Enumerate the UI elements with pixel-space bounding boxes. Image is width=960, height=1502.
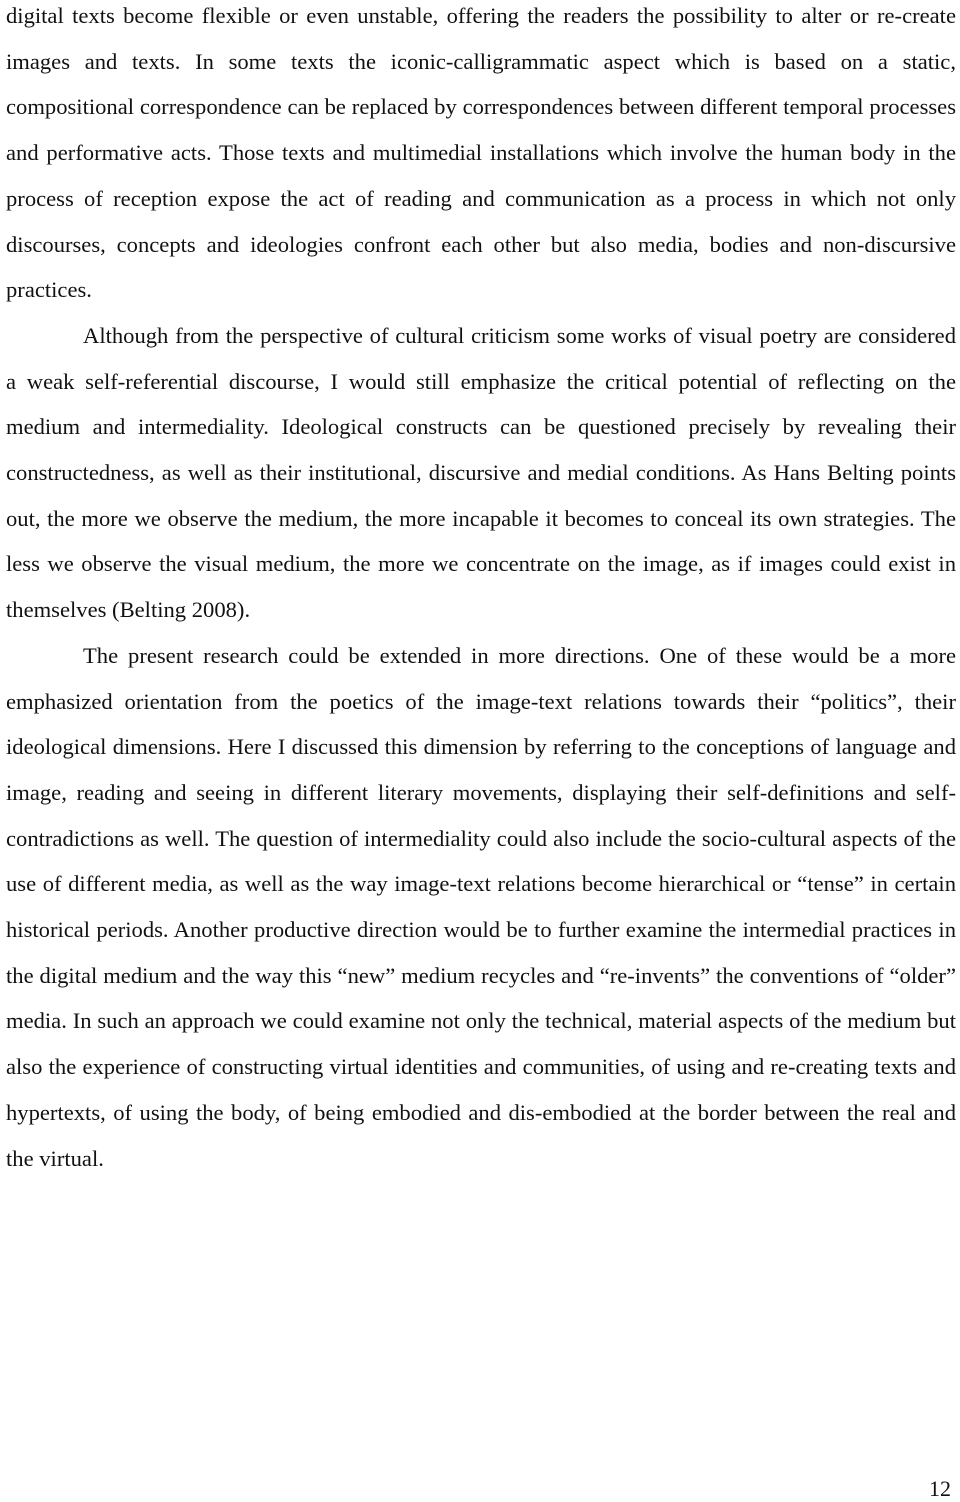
document-page — [6, 0, 956, 1501]
paragraph-future-research: The present research could be extended in more directions. One of these would be a more emphasized orientation from the poetics of the image-text relations towards their “politics”, their ideological dimensions. Here I discussed this dimension by referring to the conceptions of language and image, reading and seeing in different literary movements, displaying their self-definitions and self-contradictions as well. The question of intermediality could also include the socio-cultural aspects of the use of different media, as well as the way image-text relations become hierarchical or “tense” in certain historical periods. Another productive direction would be to further examine the intermedial practices in the digital medium and the way this “new” medium recycles and “re-invents” the conventions of “older” media. In such an approach we could examine not only the technical, material aspects of the medium but also the experience of constructing virtual identities and communities, of using and re-creating texts and hypertexts, of using the body, of being embodied and dis-embodied at the border between the real and the virtual. — [6, 642, 956, 1171]
body-text — [6, 0, 956, 1181]
paragraph-continued: digital texts become flexible or even unstable, offering the readers the possibility to alter or re-create images and texts. In some texts the iconic-calligrammatic aspect which is based on a static, compositional correspondence can be replaced by correspondences between different temporal processes and performative acts. Those texts and multimedial installations which involve the human body in the process of reception expose the act of reading and communication as a process in which not only discourses, concepts and ideologies confront each other but also media, bodies and non-discursive practices. — [6, 3, 956, 303]
paragraph-visual-poetry-critique: Although from the perspective of cultural criticism some works of visual poetry are considered a weak self-referential discourse, I would still emphasize the critical potential of reflecting on the medium and intermediality. Ideological constructs can be questioned precisely by revealing their constructedness, as well as their institutional, discursive and medial conditions. As Hans Belting points out, the more we observe the medium, the more incapable it becomes to conceal its own strategies. The less we observe the visual medium, the more we concentrate on the image, as if images could exist in themselves (Belting 2008). — [6, 322, 956, 623]
page-number: 12 — [929, 1476, 951, 1501]
